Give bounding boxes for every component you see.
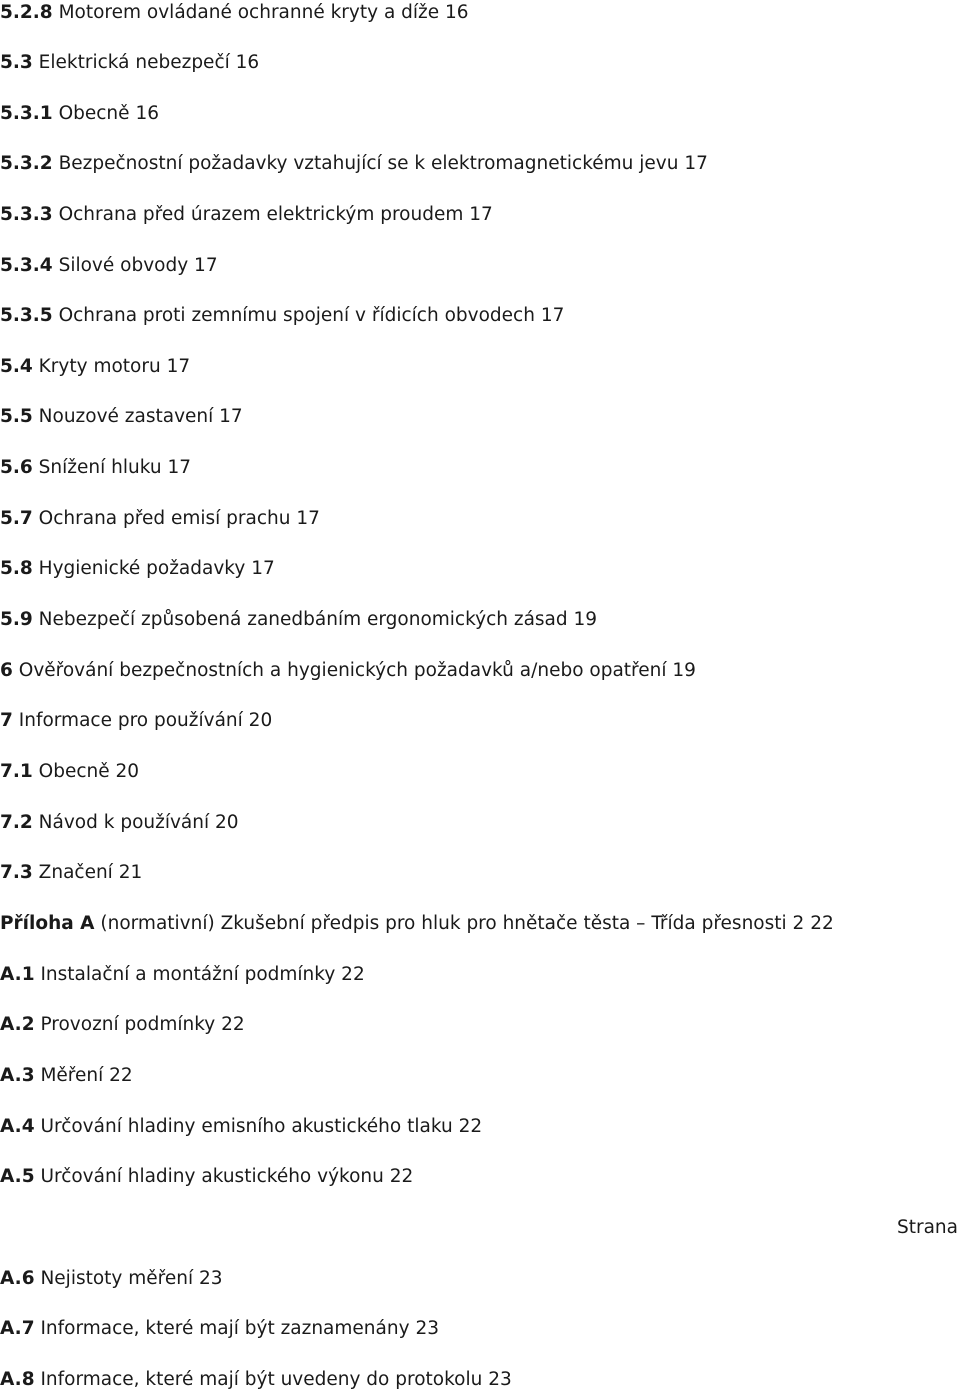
toc-entry-page: 17 [540,305,565,326]
toc-entry-number: A.3 [0,1065,35,1086]
toc-entry-title: Hygienické požadavky [38,558,246,579]
toc-entry[interactable] [0,1112,482,1142]
toc-entry[interactable] [0,605,597,635]
toc-entry-number: A.6 [0,1268,35,1289]
toc-entry[interactable] [0,554,275,584]
toc-entry-number: 6 [0,660,13,681]
toc-entry-title: Ochrana před emisí prachu [38,508,291,529]
toc-entry-title: Informace pro používání [18,710,243,731]
toc-entry-title: Ochrana proti zemnímu spojení v řídicích obvodech [58,305,535,326]
toc-entry-page: 23 [199,1268,223,1289]
toc-entry-page: 20 [215,812,239,833]
toc-entry-title: Určování hladiny akustického výkonu [40,1166,384,1187]
toc-entry-number: 5.3.1 [0,103,53,124]
toc-entry-number: 5.7 [0,508,33,529]
toc-entry-number: A.2 [0,1014,35,1035]
toc-entry[interactable] [0,1061,133,1091]
toc-entry-title: Informace, které mají být uvedeny do protokolu [40,1369,483,1390]
toc-entry[interactable] [0,706,272,736]
toc-entry-page: 23 [488,1369,512,1390]
toc-entry-number: 5.4 [0,356,33,377]
toc-entry-number: 5.8 [0,558,33,579]
toc-entry[interactable] [0,1162,413,1192]
toc-entry-page: 22 [341,964,365,985]
toc-entry-number: 7 [0,710,13,731]
toc-entry-page: 22 [810,913,834,934]
toc-entry-title: Obecně [38,761,110,782]
toc-entry-title: Snížení hluku [38,457,162,478]
toc-entry[interactable] [0,757,139,787]
toc-entry-number: 7.3 [0,862,33,883]
toc-entry-title: Nejistoty měření [40,1268,194,1289]
toc-entry[interactable] [0,1264,223,1294]
toc-entry[interactable] [0,858,142,888]
toc-entry[interactable] [0,0,469,28]
toc-entry-page: 20 [248,710,273,731]
toc-entry-title: Motorem ovládané ochranné kryty a díže [58,2,440,23]
toc-entry-title: Návod k používání [38,812,210,833]
toc-entry[interactable] [0,352,190,382]
toc-entry-page: 17 [251,558,275,579]
toc-entry-number: A.1 [0,964,35,985]
toc-entry[interactable] [0,453,191,483]
toc-entry-page: 17 [194,255,218,276]
toc-entry[interactable] [0,656,696,686]
toc-entry-page: 17 [296,508,320,529]
toc-entry-title: Instalační a montážní podmínky [40,964,336,985]
toc-entry-number: A.8 [0,1369,35,1390]
toc-entry-number: 5.3.2 [0,153,53,174]
page-label: Strana [896,1217,958,1238]
toc-entry-number: 7.2 [0,812,33,833]
toc-entry[interactable] [0,960,365,990]
toc-entry-page: 16 [445,2,469,23]
toc-entry-title: Informace, které mají být zaznamenány [40,1318,410,1339]
toc-entry-title: Provozní podmínky [40,1014,216,1035]
toc-entry-page: 22 [109,1065,133,1086]
toc-entry-page: 20 [115,761,140,782]
toc-entry-page: 19 [672,660,696,681]
toc-entry-number: 5.9 [0,609,33,630]
toc-entry[interactable] [0,301,564,331]
toc-entry-page: 16 [135,103,159,124]
toc-entry[interactable] [0,1314,439,1344]
toc-entry-number: A.4 [0,1116,35,1137]
toc-entry[interactable] [0,48,259,78]
toc-entry-number: Příloha A [0,913,95,934]
toc-entry-title: Měření [40,1065,104,1086]
toc-entry[interactable] [0,504,320,534]
toc-entry-number: A.5 [0,1166,35,1187]
toc-entry-number: 5.3 [0,52,33,73]
toc-entry[interactable] [0,251,218,281]
toc-entry[interactable] [0,1010,245,1040]
toc-entry-number: 5.3.5 [0,305,53,326]
toc-entry-page: 17 [167,457,192,478]
toc-entry-page: 22 [221,1014,245,1035]
toc-entry-page: 19 [573,609,598,630]
toc-entry-number: 5.2.8 [0,2,53,23]
toc-entry-title: Obecně [58,103,130,124]
toc-entry[interactable] [0,200,493,230]
toc-entry-title: Elektrická nebezpečí [38,52,230,73]
toc-entry-title: Ověřování bezpečnostních a hygienických požadavků a/nebo opatření [18,660,667,681]
toc-entry-page: 23 [415,1318,439,1339]
toc-entry-page: 16 [235,52,260,73]
toc-entry[interactable] [0,808,239,838]
toc-entry-page: 17 [684,153,708,174]
toc-entry-title: Nouzové zastavení [38,406,214,427]
toc-entry-page: 22 [389,1166,414,1187]
toc-entry-number: A.7 [0,1318,35,1339]
toc-entry-number: 7.1 [0,761,33,782]
toc-entry-title: Určování hladiny emisního akustického tlaku [40,1116,453,1137]
toc-entry[interactable] [0,1365,512,1395]
toc-entry-title: Nebezpečí způsobená zanedbáním ergonomických zásad [38,609,568,630]
toc-entry[interactable] [0,909,834,939]
toc-entry-title: (normativní) Zkušební předpis pro hluk pro hnětače těsta – Třída přesnosti 2 [100,913,805,934]
toc-entry[interactable] [0,149,708,179]
toc-entry-number: 5.6 [0,457,33,478]
toc-entry-page: 22 [458,1116,483,1137]
toc-entry[interactable] [0,99,159,129]
toc-entry-title: Ochrana před úrazem elektrickým proudem [58,204,464,225]
toc-entry-page: 17 [166,356,191,377]
toc-entry-page: 17 [469,204,493,225]
toc-entry-title: Kryty motoru [38,356,161,377]
toc-entry-title: Značení [38,862,113,883]
toc-entry-title: Silové obvody [58,255,189,276]
toc-entry-page: 17 [219,406,243,427]
toc-entry-number: 5.3.3 [0,204,53,225]
toc-entry-number: 5.3.4 [0,255,53,276]
toc-entry[interactable] [0,402,243,432]
toc-entry-title: Bezpečnostní požadavky vztahující se k elektromagnetickému jevu [58,153,679,174]
toc-entry-number: 5.5 [0,406,33,427]
toc-entry-page: 21 [118,862,143,883]
